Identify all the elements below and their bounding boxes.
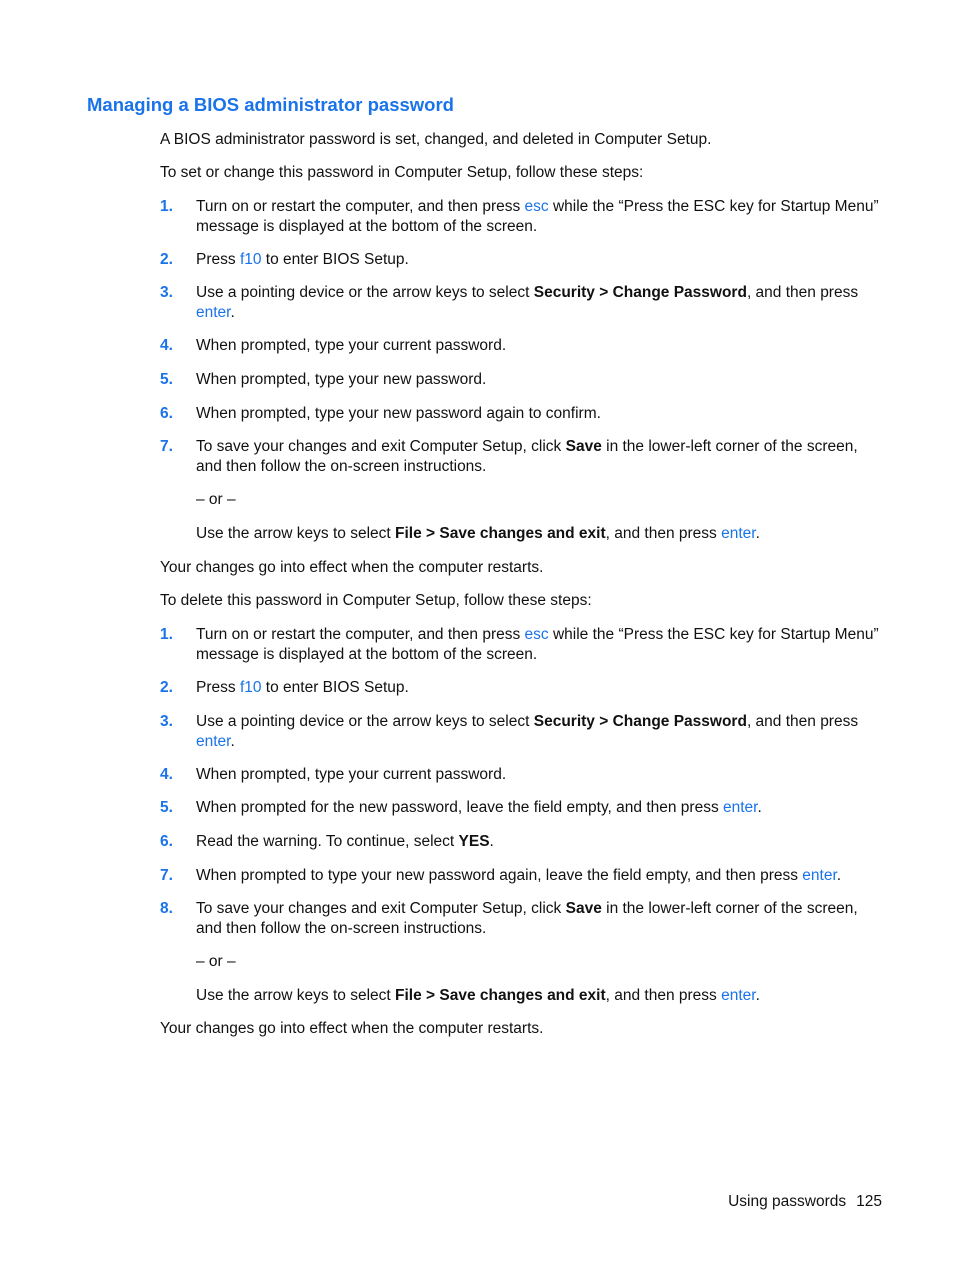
step-text: . bbox=[230, 303, 235, 321]
key-enter: enter bbox=[802, 867, 837, 884]
step-text: When prompted, type your new password. bbox=[196, 371, 487, 388]
step-text: Read the warning. To continue, select bbox=[196, 833, 459, 850]
key-esc: esc bbox=[524, 626, 549, 643]
step-text: in the lower-left corner of the screen, and then follow the on-screen instructions. bbox=[196, 438, 858, 475]
page-number: 125 bbox=[856, 1193, 882, 1210]
or-separator: – or – bbox=[196, 491, 236, 508]
key-f10: f10 bbox=[239, 679, 262, 696]
delete-step-8 bbox=[160, 899, 884, 938]
set-step-6 bbox=[160, 404, 884, 424]
delete-step-5 bbox=[160, 798, 884, 818]
step-text: Turn on or restart the computer, and then press bbox=[196, 198, 525, 215]
step-number: 5. bbox=[160, 799, 173, 816]
menu-path: Security > Change Password bbox=[533, 284, 747, 301]
step-text: in the lower-left corner of the screen, and then follow the on-screen instructions. bbox=[196, 900, 858, 937]
set-intro-paragraph: To set or change this password in Computer Setup, follow these steps: bbox=[160, 164, 644, 181]
step-number: 2. bbox=[160, 679, 173, 696]
page-footer bbox=[728, 1193, 882, 1211]
step-number: 8. bbox=[160, 900, 173, 917]
key-esc: esc bbox=[524, 198, 549, 215]
step-number: 3. bbox=[160, 713, 173, 730]
delete-result-paragraph: Your changes go into effect when the computer restarts. bbox=[160, 1020, 544, 1037]
alt-text: Use the arrow keys to select bbox=[196, 987, 395, 1004]
key-enter: enter bbox=[196, 732, 231, 750]
set-step-1 bbox=[160, 197, 884, 236]
step-text: . bbox=[230, 732, 235, 750]
step-text: To save your changes and exit Computer Setup, click bbox=[196, 438, 566, 455]
step-text: Use a pointing device or the arrow keys to select bbox=[196, 284, 534, 301]
step-text: while the “Press the ESC key for Startup Menu” message is displayed at the bottom of the screen. bbox=[196, 198, 879, 235]
footer-section-title: Using passwords bbox=[728, 1193, 847, 1210]
step-text: , and then press bbox=[746, 284, 859, 301]
step-text: When prompted for the new password, leave the field empty, and then press bbox=[196, 799, 723, 816]
set-step-4 bbox=[160, 336, 884, 356]
set-result-paragraph: Your changes go into effect when the computer restarts. bbox=[160, 559, 544, 576]
step-text: To save your changes and exit Computer Setup, click bbox=[196, 900, 566, 917]
delete-alternative bbox=[196, 986, 884, 1006]
key-enter: enter bbox=[721, 525, 756, 542]
step-text: Turn on or restart the computer, and then press bbox=[196, 626, 525, 643]
alt-text: . bbox=[755, 525, 760, 542]
delete-step-6 bbox=[160, 832, 884, 852]
yes-label: YES bbox=[458, 833, 490, 850]
step-number: 3. bbox=[160, 284, 173, 301]
delete-step-2 bbox=[160, 678, 884, 698]
step-number: 6. bbox=[160, 833, 173, 850]
step-number: 7. bbox=[160, 438, 173, 455]
delete-step-7 bbox=[160, 866, 884, 886]
step-number: 6. bbox=[160, 405, 173, 422]
or-separator: – or – bbox=[196, 953, 236, 970]
step-text: while the “Press the ESC key for Startup Menu” message is displayed at the bottom of the screen. bbox=[196, 626, 879, 663]
alt-text: , and then press bbox=[605, 987, 722, 1004]
delete-step-1 bbox=[160, 625, 884, 664]
step-text: . bbox=[836, 867, 842, 884]
step-number: 4. bbox=[160, 766, 173, 783]
save-label: Save bbox=[565, 438, 602, 455]
key-f10: f10 bbox=[239, 251, 262, 268]
key-enter: enter bbox=[721, 987, 756, 1004]
set-step-2 bbox=[160, 250, 884, 270]
step-number: 4. bbox=[160, 337, 173, 354]
menu-path: Security > Change Password bbox=[533, 713, 747, 730]
menu-path: File > Save changes and exit bbox=[395, 525, 606, 542]
save-label: Save bbox=[565, 900, 602, 917]
delete-intro-paragraph: To delete this password in Computer Setup, follow these steps: bbox=[160, 592, 592, 609]
step-number: 5. bbox=[160, 371, 173, 388]
step-text: When prompted to type your new password again, leave the field empty, and then press bbox=[196, 867, 803, 884]
intro-paragraph: A BIOS administrator password is set, changed, and deleted in Computer Setup. bbox=[160, 131, 712, 148]
step-number: 7. bbox=[160, 867, 173, 884]
delete-step-4 bbox=[160, 765, 884, 785]
alt-text: Use the arrow keys to select bbox=[196, 525, 395, 542]
key-enter: enter bbox=[196, 303, 231, 321]
step-text: . bbox=[757, 799, 762, 816]
step-text: When prompted, type your new password again to confirm. bbox=[196, 405, 601, 422]
step-text: Press bbox=[196, 251, 240, 268]
step-text: , and then press bbox=[746, 713, 859, 730]
set-step-5 bbox=[160, 370, 884, 390]
alt-text: , and then press bbox=[605, 525, 722, 542]
section-heading: Managing a BIOS administrator password bbox=[87, 94, 454, 115]
set-step-3 bbox=[160, 283, 884, 322]
alt-text: . bbox=[755, 987, 760, 1004]
step-text: Use a pointing device or the arrow keys to select bbox=[196, 713, 534, 730]
step-number: 1. bbox=[160, 626, 173, 643]
key-enter: enter bbox=[723, 799, 758, 816]
step-text: When prompted, type your current password. bbox=[196, 766, 507, 783]
menu-path: File > Save changes and exit bbox=[395, 987, 606, 1004]
set-step-7 bbox=[160, 437, 884, 476]
delete-step-3 bbox=[160, 712, 884, 751]
step-text: to enter BIOS Setup. bbox=[261, 679, 409, 696]
step-text: . bbox=[489, 833, 494, 850]
step-number: 1. bbox=[160, 198, 173, 215]
set-alternative bbox=[196, 524, 884, 544]
step-text: When prompted, type your current password. bbox=[196, 337, 507, 354]
step-text: to enter BIOS Setup. bbox=[261, 251, 409, 268]
step-text: Press bbox=[196, 679, 240, 696]
step-number: 2. bbox=[160, 251, 173, 268]
